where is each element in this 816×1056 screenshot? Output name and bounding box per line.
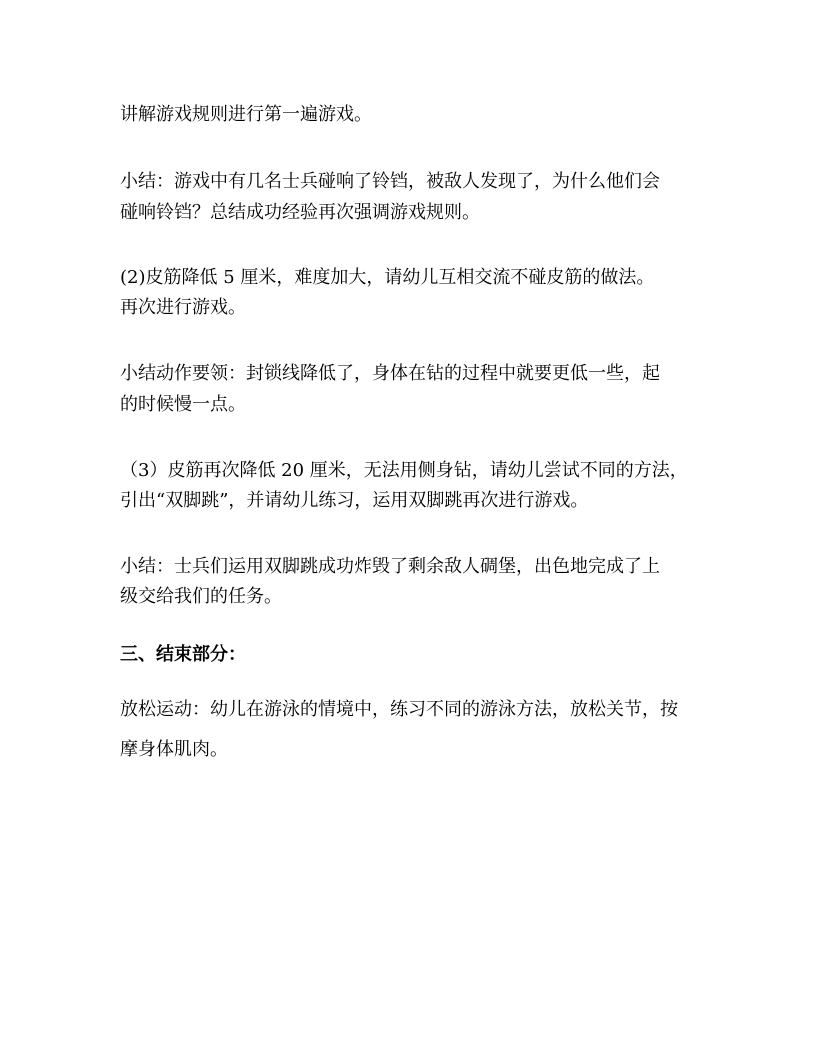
summary-line: 碰响铃铛？总结成功经验再次强调游戏规则。 — [120, 202, 480, 223]
paragraph-line: 摩身体肌肉。 — [120, 739, 228, 760]
summary-line: 小结：士兵们运用双脚跳成功炸毁了剩余敌人碉堡，出色地完成了上 — [120, 556, 660, 577]
paragraph-line: (2)皮筋降低 5 厘米，难度加大，请幼儿互相交流不碰皮筋的做法。 — [120, 267, 655, 288]
summary-line: 的时候慢一点。 — [120, 394, 246, 415]
summary-line: 小结：游戏中有几名士兵碰响了铃铛，被敌人发现了，为什么他们会 — [120, 171, 660, 192]
summary-line: 小结动作要领：封锁线降低了，身体在钻的过程中就要更低一些，起 — [120, 363, 660, 384]
paragraph-line: 讲解游戏规则进行第一遍游戏。 — [120, 104, 372, 125]
section-heading: 三、结束部分： — [120, 644, 246, 665]
paragraph-line: （3）皮筋再次降低 20 厘米，无法用侧身钻，请幼儿尝试不同的方法， — [120, 460, 688, 481]
summary-line: 级交给我们的任务。 — [120, 586, 282, 607]
paragraph-line: 放松运动：幼儿在游泳的情境中，练习不同的游泳方法，放松关节，按 — [120, 699, 678, 720]
paragraph-line: 引出“双脚跳”，并请幼儿练习，运用双脚跳再次进行游戏。 — [120, 490, 589, 511]
paragraph-line: 再次进行游戏。 — [120, 297, 246, 318]
